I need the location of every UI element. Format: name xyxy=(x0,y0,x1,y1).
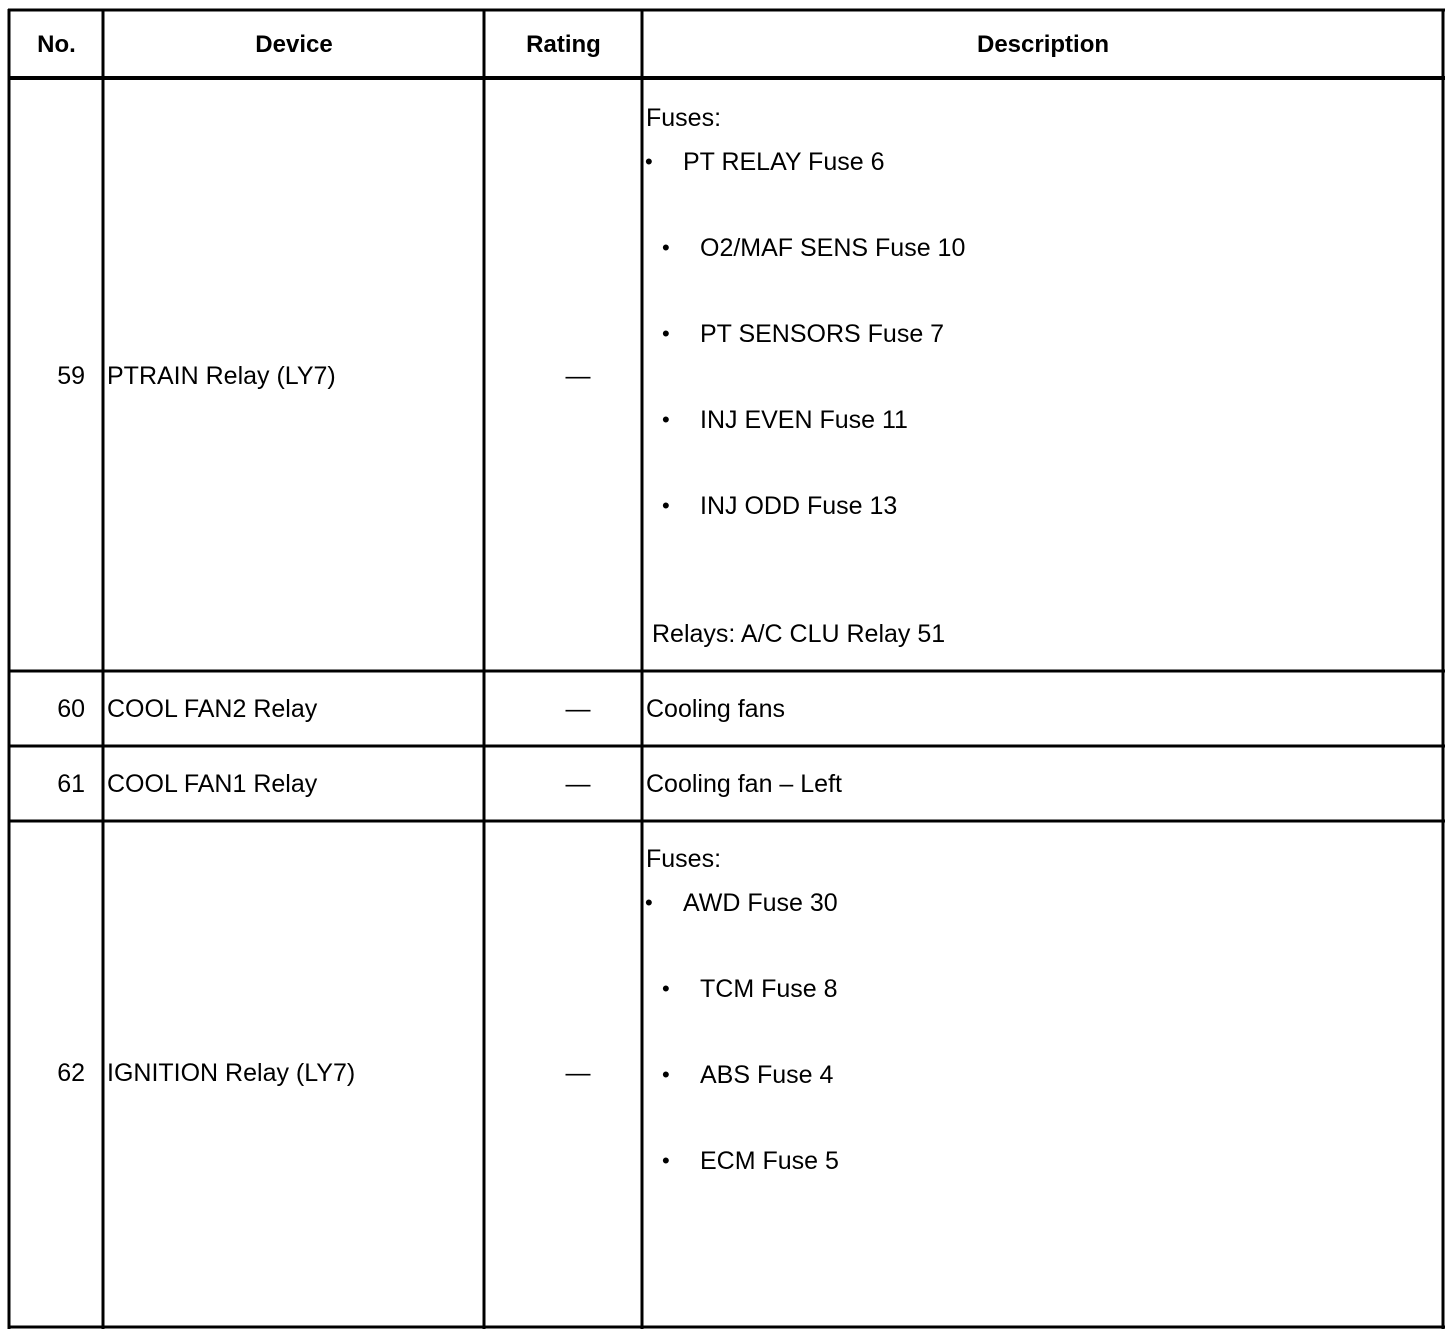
bullet-icon: • xyxy=(662,321,670,346)
row59-fuses-label: Fuses: xyxy=(646,104,722,132)
row62-fuse-2: TCM Fuse 8 xyxy=(700,975,838,1003)
row62-device: IGNITION Relay (LY7) xyxy=(107,1059,356,1087)
row59-rating: — xyxy=(565,362,591,390)
row61-description: Cooling fan – Left xyxy=(646,770,842,798)
bullet-icon: • xyxy=(662,235,670,260)
row62-fuse-4: ECM Fuse 5 xyxy=(700,1147,839,1175)
row59-fuse-3: PT SENSORS Fuse 7 xyxy=(700,320,945,348)
bullet-icon: • xyxy=(645,149,653,174)
header-device: Device xyxy=(255,31,333,58)
row62-rating: — xyxy=(565,1059,591,1087)
row62-fuse-3: ABS Fuse 4 xyxy=(700,1061,834,1089)
row61-no: 61 xyxy=(57,770,85,798)
bullet-icon: • xyxy=(662,1062,670,1087)
row62-fuses-label: Fuses: xyxy=(646,845,722,873)
row59-no: 59 xyxy=(57,362,85,390)
row59-device: PTRAIN Relay (LY7) xyxy=(107,362,336,390)
row59-fuse-4: INJ EVEN Fuse 11 xyxy=(700,406,908,434)
row62-no: 62 xyxy=(57,1059,85,1087)
row61-device: COOL FAN1 Relay xyxy=(107,770,318,798)
bullet-icon: • xyxy=(645,890,653,915)
row60-no: 60 xyxy=(57,695,85,723)
header-no: No. xyxy=(37,31,76,58)
row60-rating: — xyxy=(565,695,591,723)
bullet-icon: • xyxy=(662,976,670,1001)
row60-description: Cooling fans xyxy=(646,695,785,723)
bullet-icon: • xyxy=(662,1148,670,1173)
header-description: Description xyxy=(976,31,1110,58)
row59-fuse-1: PT RELAY Fuse 6 xyxy=(683,148,885,176)
header-rating: Rating xyxy=(526,31,601,58)
row60-device: COOL FAN2 Relay xyxy=(107,695,318,723)
row59-relays: Relays: A/C CLU Relay 51 xyxy=(652,620,946,648)
row62-fuse-1: AWD Fuse 30 xyxy=(683,889,838,917)
row61-rating: — xyxy=(565,770,591,798)
row59-fuse-5: INJ ODD Fuse 13 xyxy=(700,492,898,520)
bullet-icon: • xyxy=(662,407,670,432)
row59-fuse-2: O2/MAF SENS Fuse 10 xyxy=(700,234,966,262)
bullet-icon: • xyxy=(662,493,670,518)
